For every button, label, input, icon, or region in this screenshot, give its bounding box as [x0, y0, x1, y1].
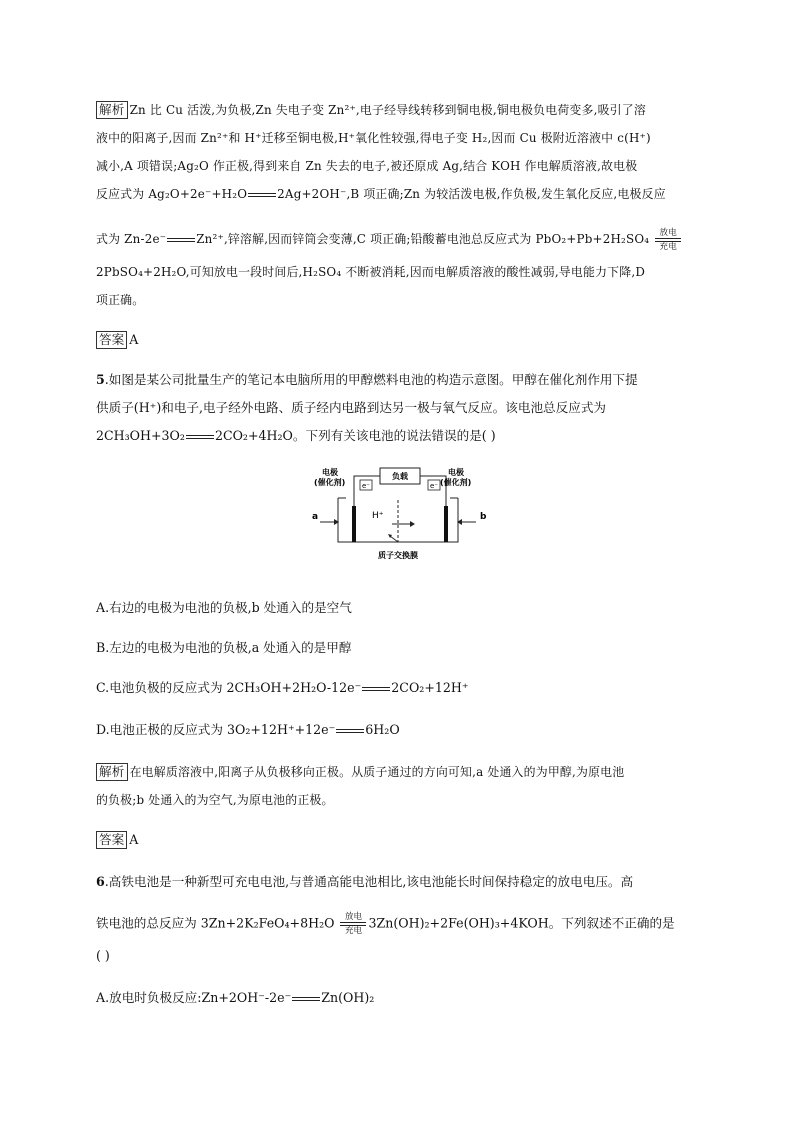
- q5-analysis-line-2: 的负极;b 处通入的为空气,为原电池的正极。: [96, 793, 334, 807]
- left-catalyst-label: (催化剂): [314, 478, 346, 487]
- inlet-a-label: a: [312, 512, 319, 522]
- reversible-reaction-icon: 放电 充电: [340, 912, 366, 936]
- q5-option-b: B.左边的电极为电池的负极,a 处通入的是甲醇: [96, 640, 352, 655]
- right-catalyst-label: (催化剂): [440, 478, 472, 487]
- q5-stem-line-1: 5.如图是某公司批量生产的笔记本电脑所用的甲醇燃料电池的构造示意图。甲醇在催化剂作用下提: [96, 372, 638, 387]
- q4-analysis-line-3: 减小,A 项错误;Ag₂O 作正极,得到来自 Zn 失去的电子,被还原成 Ag,结合 KOH 作电解质溶液,故电极: [96, 159, 638, 173]
- q4-analysis-line-2: 液中的阳离子,因而 Zn²⁺和 H⁺迁移至铜电极,H⁺氧化性较强,得电子变 H₂,因而 Cu 极附近溶液中 c(H⁺): [96, 131, 651, 145]
- q5-stem-line-3: 2CH₃OH+3O₂ 2CO₂+4H₂O。下列有关该电池的说法错误的是( ): [96, 428, 496, 443]
- proton-label: H⁺: [372, 511, 384, 521]
- q4-analysis-line-4: 反应式为 Ag₂O+2e⁻+H₂O 2Ag+2OH⁻,B 项正确;Zn 为较活泼电极,作负极,发生氧化反应,电极反应: [96, 187, 666, 201]
- reversible-reaction-icon: 放电 充电: [655, 228, 681, 252]
- electron-right-label: e⁻: [430, 482, 439, 490]
- q6-stem-line-3: ( ): [96, 948, 110, 963]
- electron-left-label: e⁻: [362, 482, 371, 490]
- q6-option-a: A.放电时负极反应:Zn+2OH⁻-2e⁻ Zn(OH)₂: [96, 990, 375, 1005]
- right-electrode-label: 电极: [448, 468, 464, 477]
- q4-analysis-line-6: 2PbSO₄+2H₂O,可知放电一段时间后,H₂SO₄ 不断被消耗,因而电解质溶液的酸性减弱,导电能力下降,D: [96, 265, 646, 279]
- q5-analysis-line-1: 解析 在电解质溶液中,阳离子从负极移向正极。从质子通过的方向可知,a 处通入的为甲醇,为原电池: [96, 762, 624, 782]
- q4-analysis-line-1: 解析 Zn 比 Cu 活泼,为负极,Zn 失电子变 Zn²⁺,电子经导线转移到铜电极,铜电极负电荷变多,吸引了溶: [96, 100, 646, 120]
- proton-arrow-icon: [410, 521, 415, 527]
- q6-stem-line-2: 铁电池的总反应为 3Zn+2K₂FeO₄+8H₂O 放电 充电 3Zn(OH)₂+2Fe(OH)₃+4KOH。下列叙述不正确的是: [96, 912, 675, 936]
- q6-stem-line-1: 6.高铁电池是一种新型可充电电池,与普通高能电池相比,该电池能长时间保持稳定的放电电压。高: [96, 874, 634, 889]
- right-electrode: [444, 506, 448, 542]
- q5-stem-line-2: 供质子(H⁺)和电子,电子经外电路、质子经内电路到达另一极与氧气反应。该电池总反应式为: [96, 400, 607, 415]
- analysis-tag: 解析: [96, 763, 128, 781]
- question-number: 6: [96, 874, 105, 889]
- q5-answer: 答案 A: [96, 830, 138, 850]
- fuel-cell-diagram: [308, 466, 488, 570]
- left-electrode: [352, 506, 356, 542]
- membrane-label: 质子交换膜: [378, 551, 418, 560]
- load-label: 负载: [392, 472, 408, 481]
- q5-option-d: D.电池正极的反应式为 3O₂+12H⁺+12e⁻ 6H₂O: [96, 722, 400, 737]
- answer-tag: 答案: [96, 331, 127, 349]
- left-electrode-label: 电极: [322, 468, 338, 477]
- q5-option-c: C.电池负极的反应式为 2CH₃OH+2H₂O-12e⁻ 2CO₂+12H⁺: [96, 680, 469, 695]
- q4-analysis-line-5: 式为 Zn-2e⁻ Zn²⁺,锌溶解,因而锌筒会变薄,C 项正确;铅酸蓄电池总反应式为 PbO₂+Pb+2H₂SO₄ 放电 充电: [96, 228, 683, 252]
- q5-option-a: A.右边的电极为电池的负极,b 处通入的是空气: [96, 600, 352, 615]
- q4-analysis-line-7: 项正确。: [96, 293, 145, 307]
- analysis-tag: 解析: [96, 101, 128, 119]
- question-number: 5: [96, 372, 105, 387]
- inlet-b-label: b: [480, 512, 487, 522]
- answer-tag: 答案: [96, 831, 127, 849]
- q4-answer: 答案 A: [96, 330, 138, 350]
